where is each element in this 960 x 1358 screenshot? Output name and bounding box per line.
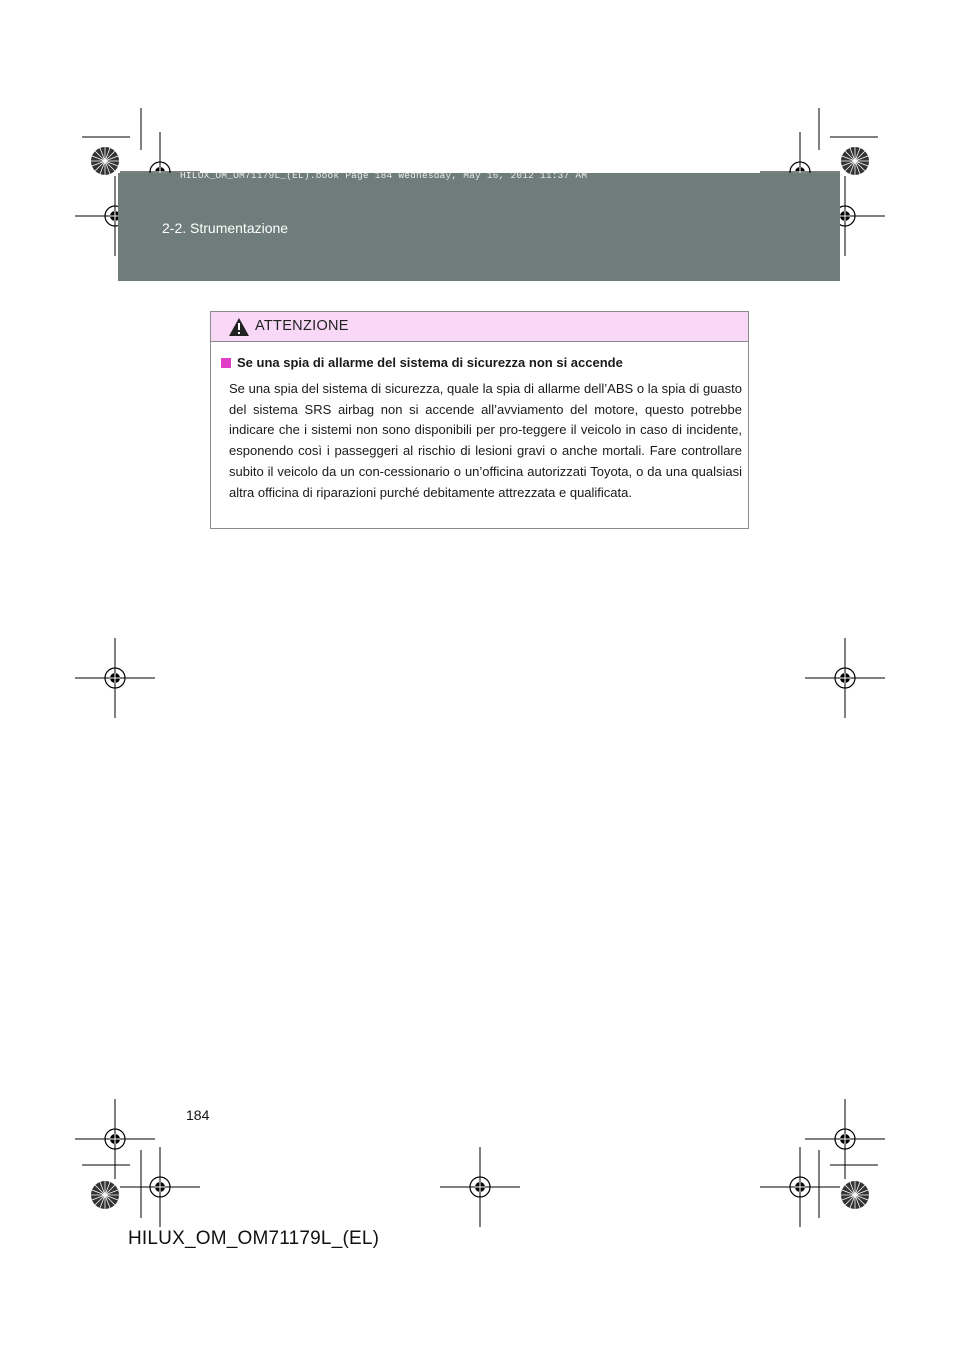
section-title: 2-2. Strumentazione [162, 220, 289, 236]
page-number: 184 [186, 1107, 210, 1123]
file-stamp: HILUX_OM_OM71179L_(EL).book Page 184 Wednesday, May 16, 2012 11:37 AM [180, 170, 588, 181]
item-body: Se una spia del sistema di sicurezza, quale la spia di allarme dell’ABS o la spia di guasto del sistema SRS airbag non si accende all’avviamento del motore, questo potrebbe indicare che i sistemi non sono disponibili per pro-teggere il veicolo in caso di incidente, esponendo così i passeggeri al rischio di lesioni gravi o anche mortali. Fare controllare subito il veicolo da un con-cessionario o un’officina autorizzati Toyota, o da una qualsiasi altra officina di riparazioni purché debitamente attrezzata e qualificata. [229, 381, 742, 500]
item-heading [221, 355, 623, 370]
warning-box [210, 311, 749, 529]
document-code: HILUX_OM_OM71179L_(EL) [128, 1228, 380, 1249]
warning-triangle-icon [228, 317, 250, 337]
warning-header [211, 312, 748, 342]
item-heading-text: Se una spia di allarme del sistema di sicurezza non si accende [237, 355, 623, 370]
square-bullet-icon [221, 358, 231, 368]
warning-title: ATTENZIONE [255, 318, 349, 334]
